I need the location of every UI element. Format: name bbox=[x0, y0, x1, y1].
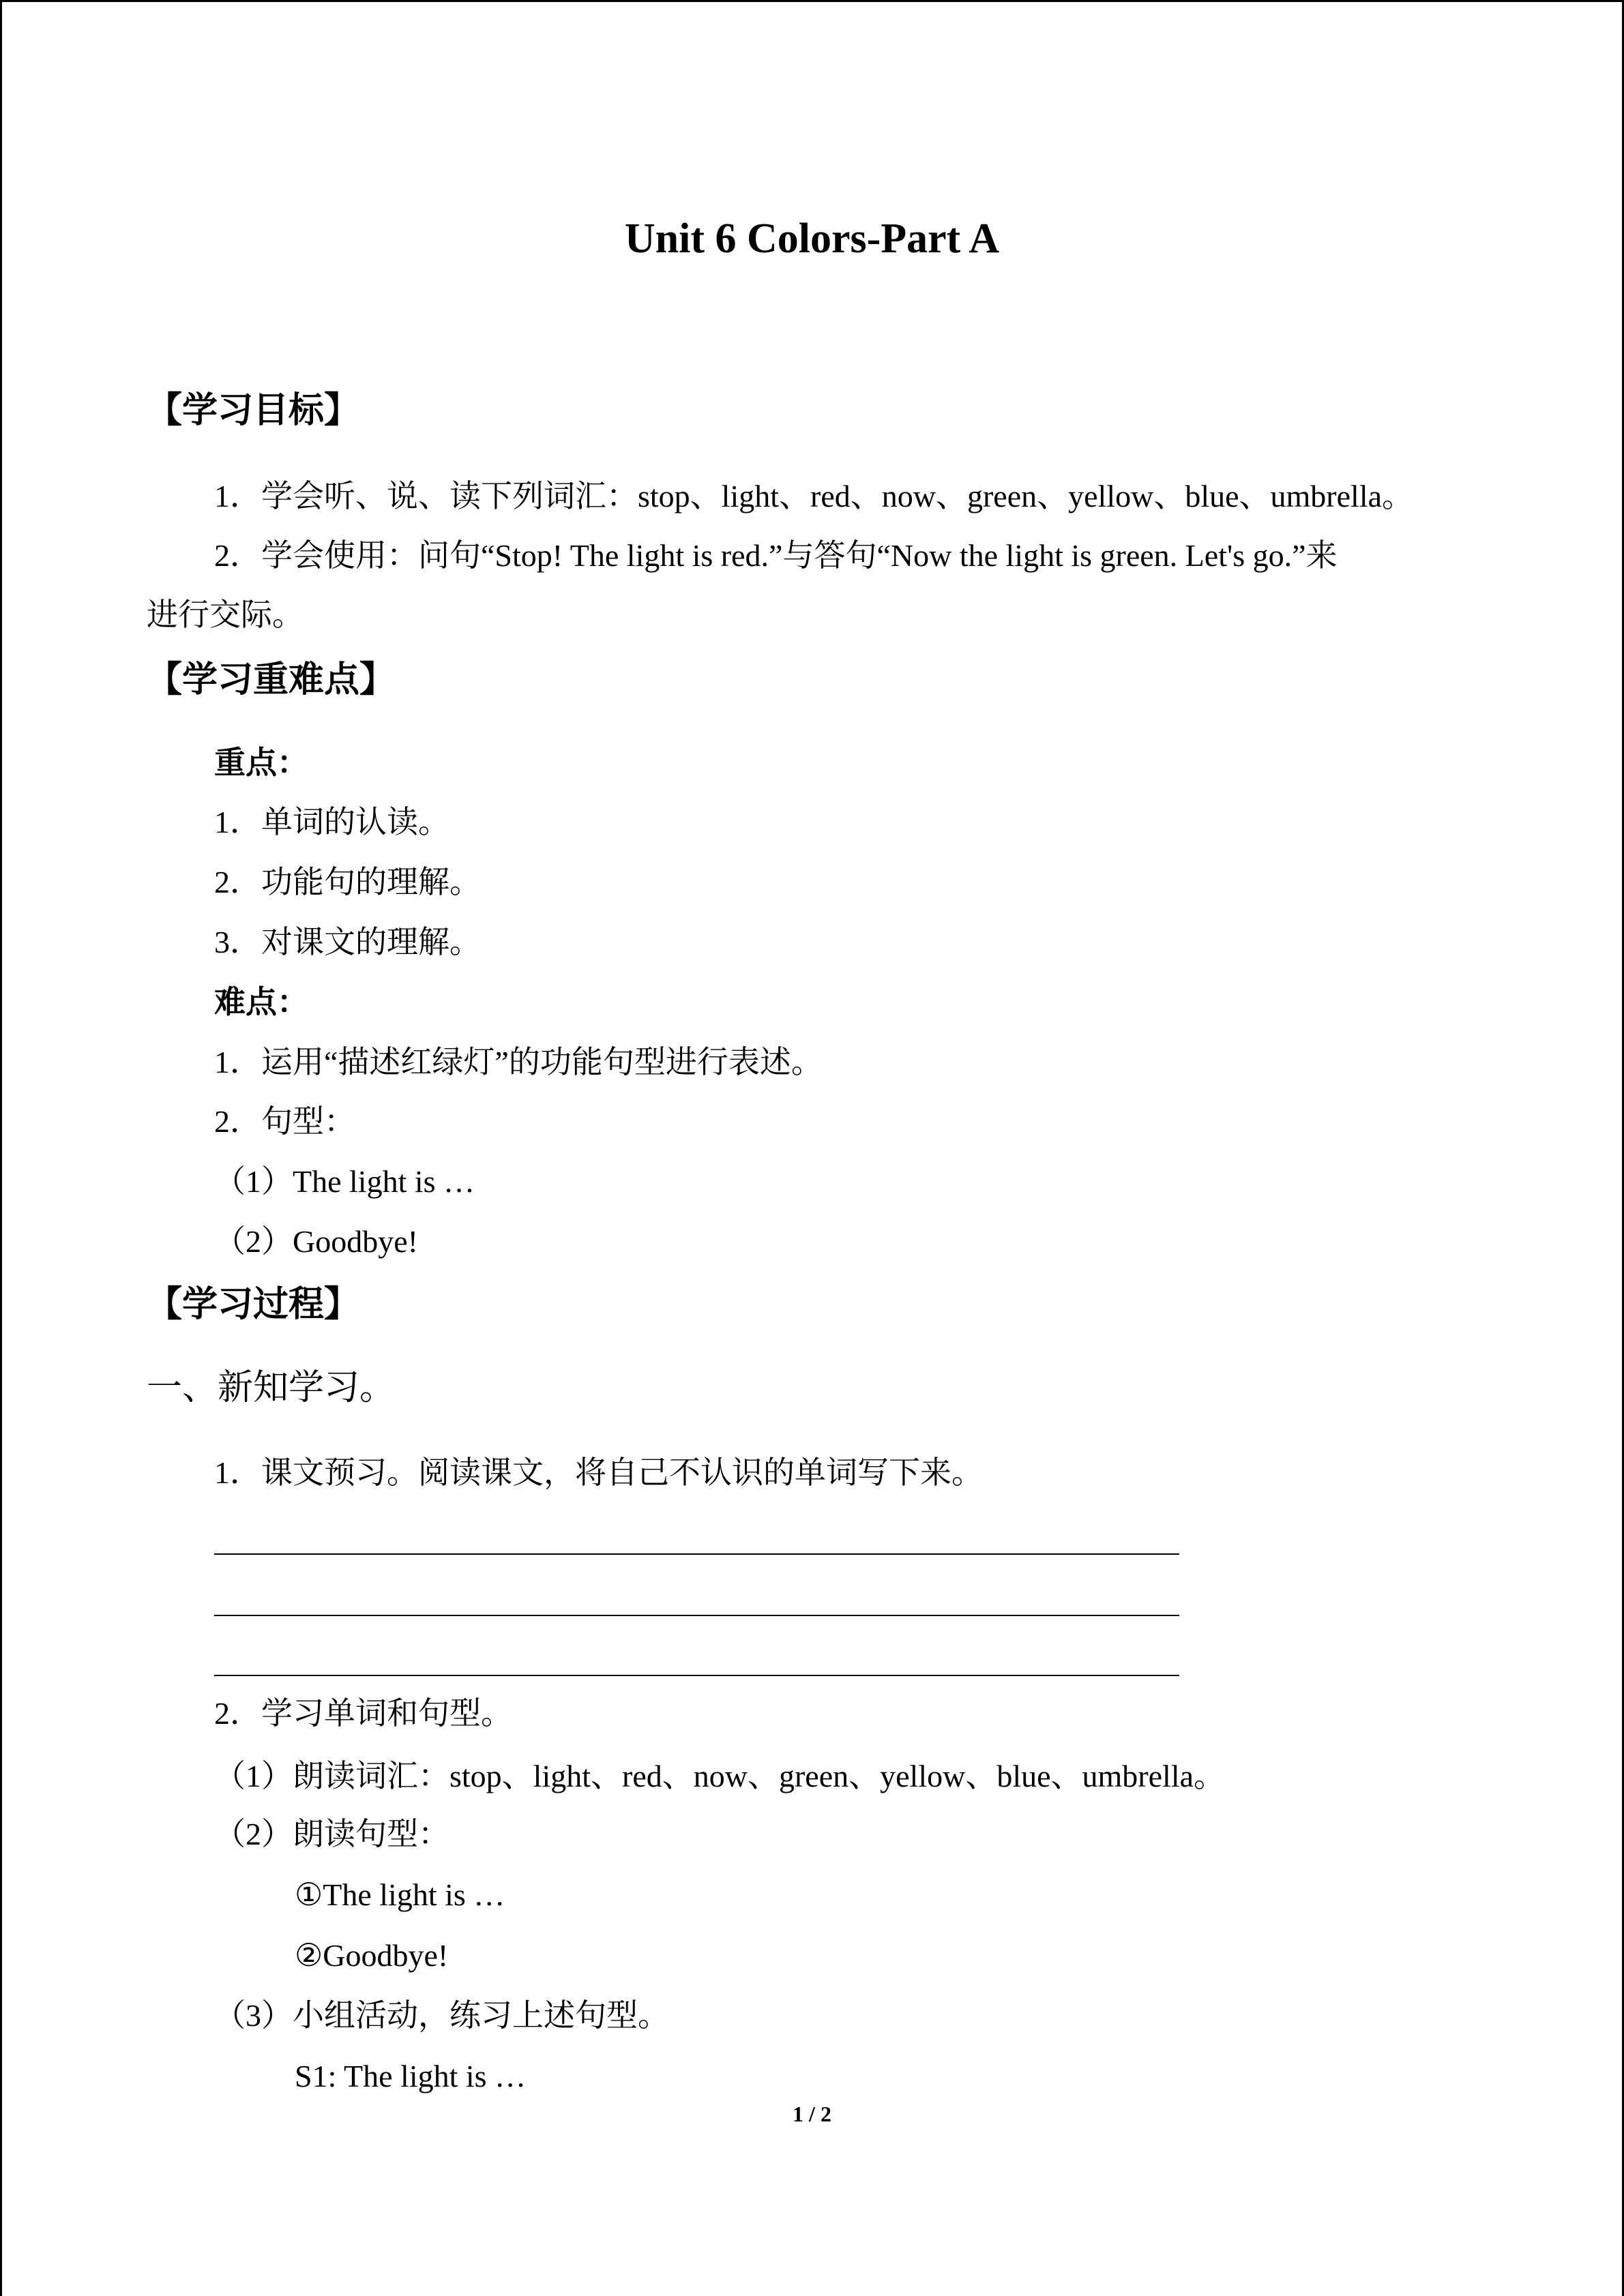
section-heading-process: 【学习过程】 bbox=[147, 1285, 360, 1324]
document-title: Unit 6 Colors-Part A bbox=[624, 215, 1000, 262]
answer-line-2[interactable] bbox=[214, 1615, 1179, 1616]
difficulty-item-2a: （1）The light is … bbox=[214, 1164, 475, 1199]
difficulty-label: 难点： bbox=[214, 985, 308, 1019]
focus-item-1: 1．单词的认读。 bbox=[214, 805, 449, 839]
step-1: 1．课文预习。阅读课文，将自己不认识的单词写下来。 bbox=[214, 1455, 983, 1490]
page-number: 1 / 2 bbox=[793, 2102, 831, 2126]
section-heading-key-points: 【学习重难点】 bbox=[147, 661, 396, 700]
difficulty-item-2: 2．句型： bbox=[214, 1104, 355, 1139]
answer-line-3[interactable] bbox=[214, 1675, 1179, 1676]
goal-item-2-continued: 进行交际。 bbox=[147, 597, 304, 632]
focus-item-2: 2．功能句的理解。 bbox=[214, 865, 481, 899]
step-2-2-a: ①The light is … bbox=[295, 1877, 505, 1912]
step-2-2-b: ②Goodbye! bbox=[295, 1938, 449, 1973]
focus-item-3: 3．对课文的理解。 bbox=[214, 925, 481, 959]
difficulty-item-2b: （2）Goodbye! bbox=[214, 1224, 418, 1259]
step-2-3: （3）小组活动，练习上述句型。 bbox=[214, 1998, 669, 2033]
step-2: 2．学习单词和句型。 bbox=[214, 1696, 512, 1731]
step-2-3-s1: S1: The light is … bbox=[295, 2059, 527, 2093]
goal-item-2: 2．学会使用：问句“Stop! The light is red.”与答句“Now the light is green. Let's go.”来 bbox=[214, 538, 1338, 573]
part1-heading: 一、新知学习。 bbox=[147, 1369, 396, 1407]
step-2-1: （1）朗读词汇：stop、light、red、now、green、yellow、blue、umbrella。 bbox=[214, 1759, 1226, 1793]
section-heading-goals: 【学习目标】 bbox=[147, 391, 360, 430]
step-2-2: （2）朗读句型： bbox=[214, 1817, 449, 1851]
difficulty-item-1: 1．运用“描述红绿灯”的功能句型进行表述。 bbox=[214, 1045, 823, 1079]
goal-item-1: 1．学会听、说、读下列词汇：stop、light、red、now、green、yellow、blue、umbrella。 bbox=[214, 479, 1414, 513]
answer-line-1[interactable] bbox=[214, 1553, 1179, 1555]
focus-label: 重点： bbox=[214, 745, 308, 780]
